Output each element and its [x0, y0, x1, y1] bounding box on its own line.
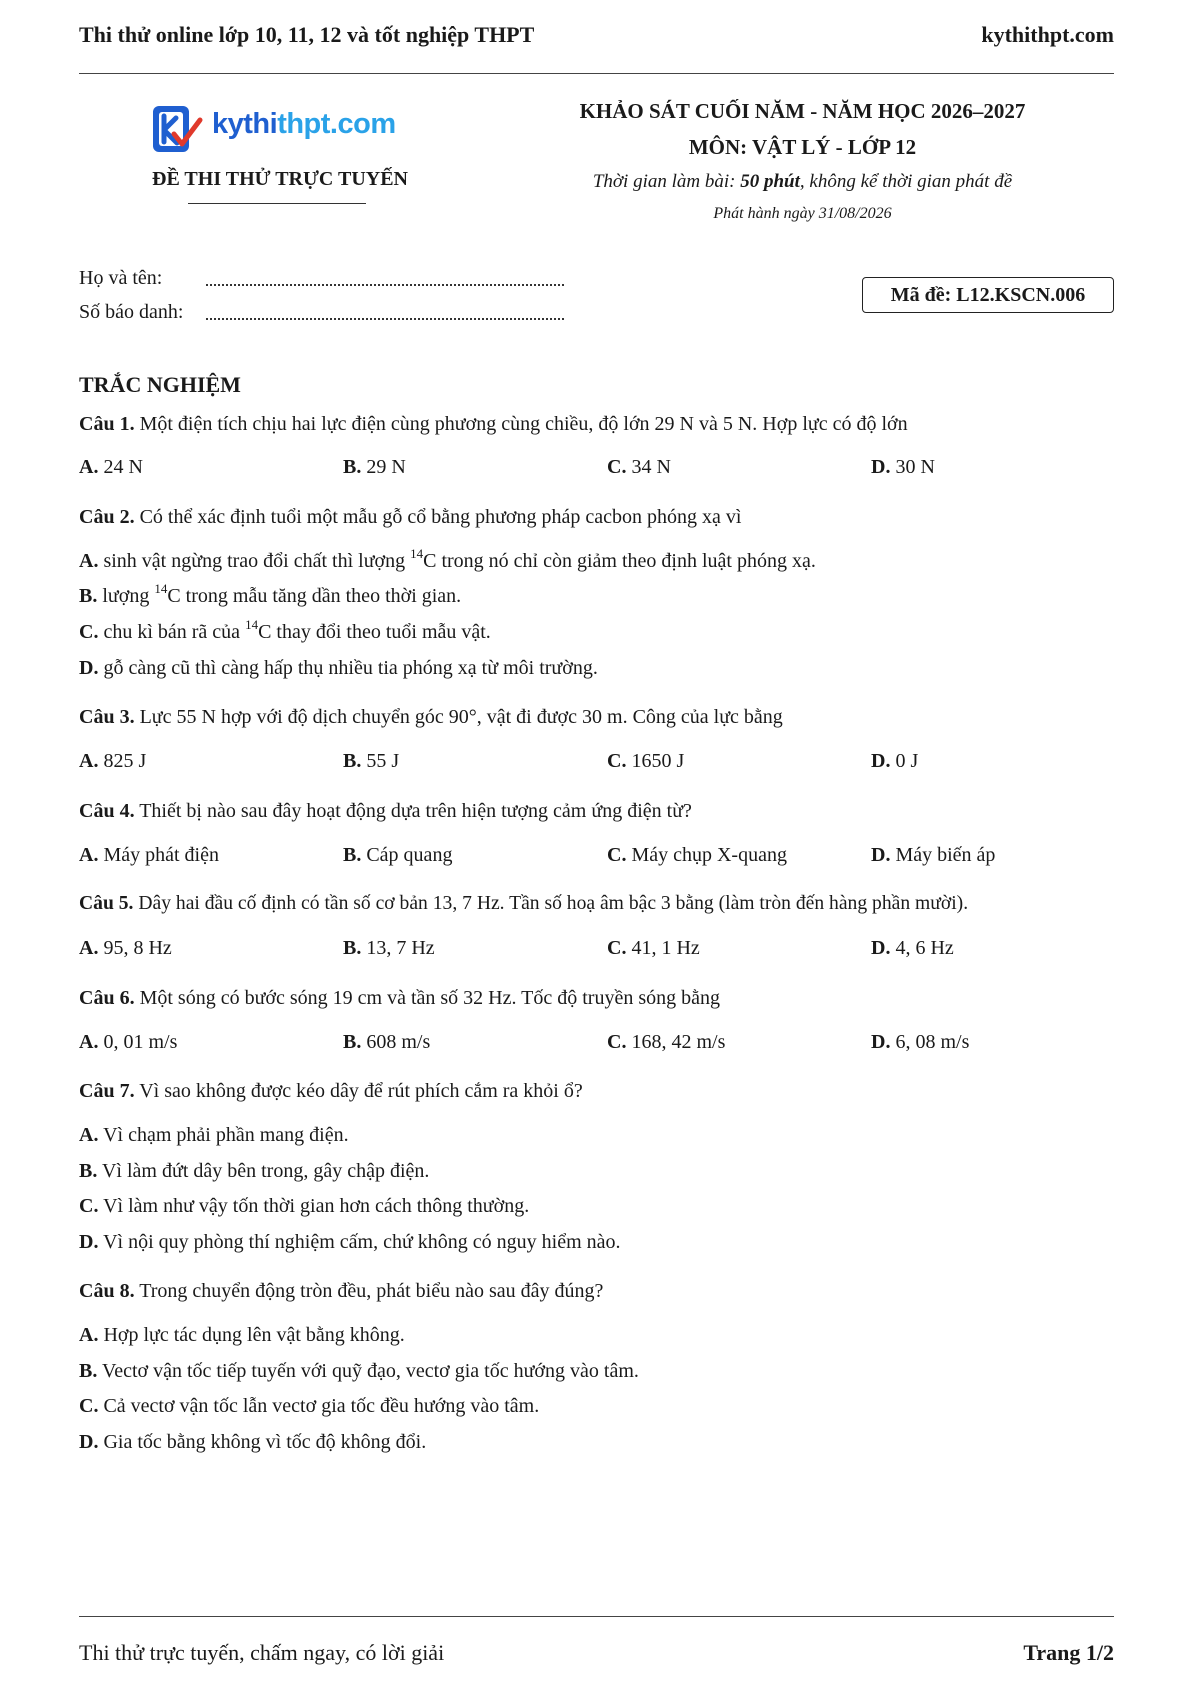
header-divider	[79, 73, 1114, 74]
exam-time: Thời gian làm bài: 50 phút, không kể thời gian phát đề	[592, 171, 1013, 192]
option-a[interactable]: A. 95, 8 Hz	[79, 937, 172, 959]
option-a[interactable]: A. 0, 01 m/s	[79, 1031, 178, 1053]
option-a[interactable]: A. sinh vật ngừng trao đổi chất thì lượng $^{14}$C trong nó chỉ còn giảm theo định luật phóng xạ.	[79, 546, 816, 572]
footer-divider	[79, 1616, 1114, 1617]
option-b[interactable]: B. 608 m/s	[343, 1031, 431, 1053]
option-d[interactable]: D. 30 N	[871, 456, 935, 478]
exam-title: KHẢO SÁT CUỐI NĂM - NĂM HỌC 2026–2027	[579, 99, 1026, 123]
option-b[interactable]: B. 13, 7 Hz	[343, 937, 435, 959]
option-c[interactable]: C. 168, 42 m/s	[607, 1031, 726, 1053]
option-b[interactable]: B. lượng $^{14}$C trong mẫu tăng dần theo thời gian.	[79, 581, 462, 607]
question-5: Câu 5. Dây hai đầu cố định có tần số cơ bản 13, 7 Hz. Tần số hoạ âm bậc 3 bằng (làm tròn đến hàng phần mười).	[79, 893, 969, 914]
header-left: Thi thử online lớp 10, 11, 12 và tốt nghiệp THPT	[79, 22, 535, 47]
logo-mark-icon	[150, 100, 204, 156]
option-d[interactable]: D. gỗ càng cũ thì càng hấp thụ nhiều tia phóng xạ từ môi trường.	[79, 657, 598, 679]
section-title: TRẮC NGHIỆM	[79, 372, 241, 397]
option-c[interactable]: C. 1650 J	[607, 750, 685, 772]
question-2: Câu 2. Có thể xác định tuổi một mẫu gỗ cổ bằng phương pháp cacbon phóng xạ vì	[79, 506, 742, 528]
subtitle-underline	[188, 203, 366, 204]
name-label: Họ và tên:	[79, 267, 163, 289]
logo-wordmark: kythithpt.com	[212, 108, 396, 140]
exam-release-date: Phát hành ngày 31/08/2026	[713, 205, 892, 222]
option-a[interactable]: A. Máy phát điện	[79, 844, 219, 866]
option-a[interactable]: A. Hợp lực tác dụng lên vật bằng không.	[79, 1324, 405, 1346]
page-number: Trang 1/2	[1023, 1640, 1114, 1665]
option-b[interactable]: B. 55 J	[343, 750, 400, 772]
option-d[interactable]: D. Vì nội quy phòng thí nghiệm cấm, chứ không có nguy hiểm nào.	[79, 1231, 621, 1253]
id-field[interactable]	[206, 318, 564, 320]
option-c[interactable]: C. Vì làm như vậy tốn thời gian hơn cách thông thường.	[79, 1195, 530, 1217]
question-6: Câu 6. Một sóng có bước sóng 19 cm và tần số 32 Hz. Tốc độ truyền sóng bằng	[79, 987, 720, 1009]
option-c[interactable]: C. Cả vectơ vận tốc lẫn vectơ gia tốc đều hướng vào tâm.	[79, 1395, 540, 1417]
header-right: kythithpt.com	[981, 22, 1114, 47]
option-c[interactable]: C. 41, 1 Hz	[607, 937, 700, 959]
question-4: Câu 4. Thiết bị nào sau đây hoạt động dựa trên hiện tượng cảm ứng điện từ?	[79, 800, 692, 822]
logo	[150, 100, 410, 158]
option-b[interactable]: B. Cáp quang	[343, 844, 453, 866]
question-1: Câu 1. Một điện tích chịu hai lực điện cùng phương cùng chiều, độ lớn 29 N và 5 N. Hợp lực có độ lớn	[79, 413, 908, 435]
option-a[interactable]: A. 825 J	[79, 750, 147, 772]
question-7: Câu 7. Vì sao không được kéo dây để rút phích cắm ra khỏi ổ?	[79, 1080, 583, 1102]
question-3: Câu 3. Lực 55 N hợp với độ dịch chuyển góc 90°, vật đi được 30 m. Công của lực bằng	[79, 706, 783, 728]
question-8: Câu 8. Trong chuyển động tròn đều, phát biểu nào sau đây đúng?	[79, 1280, 604, 1302]
option-b[interactable]: B. Vectơ vận tốc tiếp tuyến với quỹ đạo, vectơ gia tốc hướng vào tâm.	[79, 1360, 639, 1382]
id-label: Số báo danh:	[79, 301, 184, 323]
option-b[interactable]: B. Vì làm đứt dây bên trong, gây chập điện.	[79, 1160, 430, 1182]
footer-left: Thi thử trực tuyến, chấm ngay, có lời giải	[79, 1640, 445, 1665]
option-d[interactable]: D. 0 J	[871, 750, 919, 772]
name-field[interactable]	[206, 284, 564, 286]
exam-code-box: Mã đề: L12.KSCN.006	[862, 277, 1114, 313]
option-c[interactable]: C. 34 N	[607, 456, 671, 478]
option-d[interactable]: D. 6, 08 m/s	[871, 1031, 970, 1053]
option-b[interactable]: B. 29 N	[343, 456, 406, 478]
option-c[interactable]: C. chu kì bán rã của $^{14}$C thay đổi theo tuổi mẫu vật.	[79, 617, 491, 643]
option-d[interactable]: D. Máy biến áp	[871, 844, 996, 866]
option-d[interactable]: D. 4, 6 Hz	[871, 937, 954, 959]
exam-subject: MÔN: VẬT LÝ - LỚP 12	[688, 135, 917, 159]
option-c[interactable]: C. Máy chụp X-quang	[607, 844, 787, 866]
option-d[interactable]: D. Gia tốc bằng không vì tốc độ không đổi.	[79, 1431, 427, 1453]
option-a[interactable]: A. Vì chạm phải phần mang điện.	[79, 1124, 349, 1146]
option-a[interactable]: A. 24 N	[79, 456, 143, 478]
logo-subtitle: ĐỀ THI THỬ TRỰC TUYẾN	[152, 168, 408, 190]
